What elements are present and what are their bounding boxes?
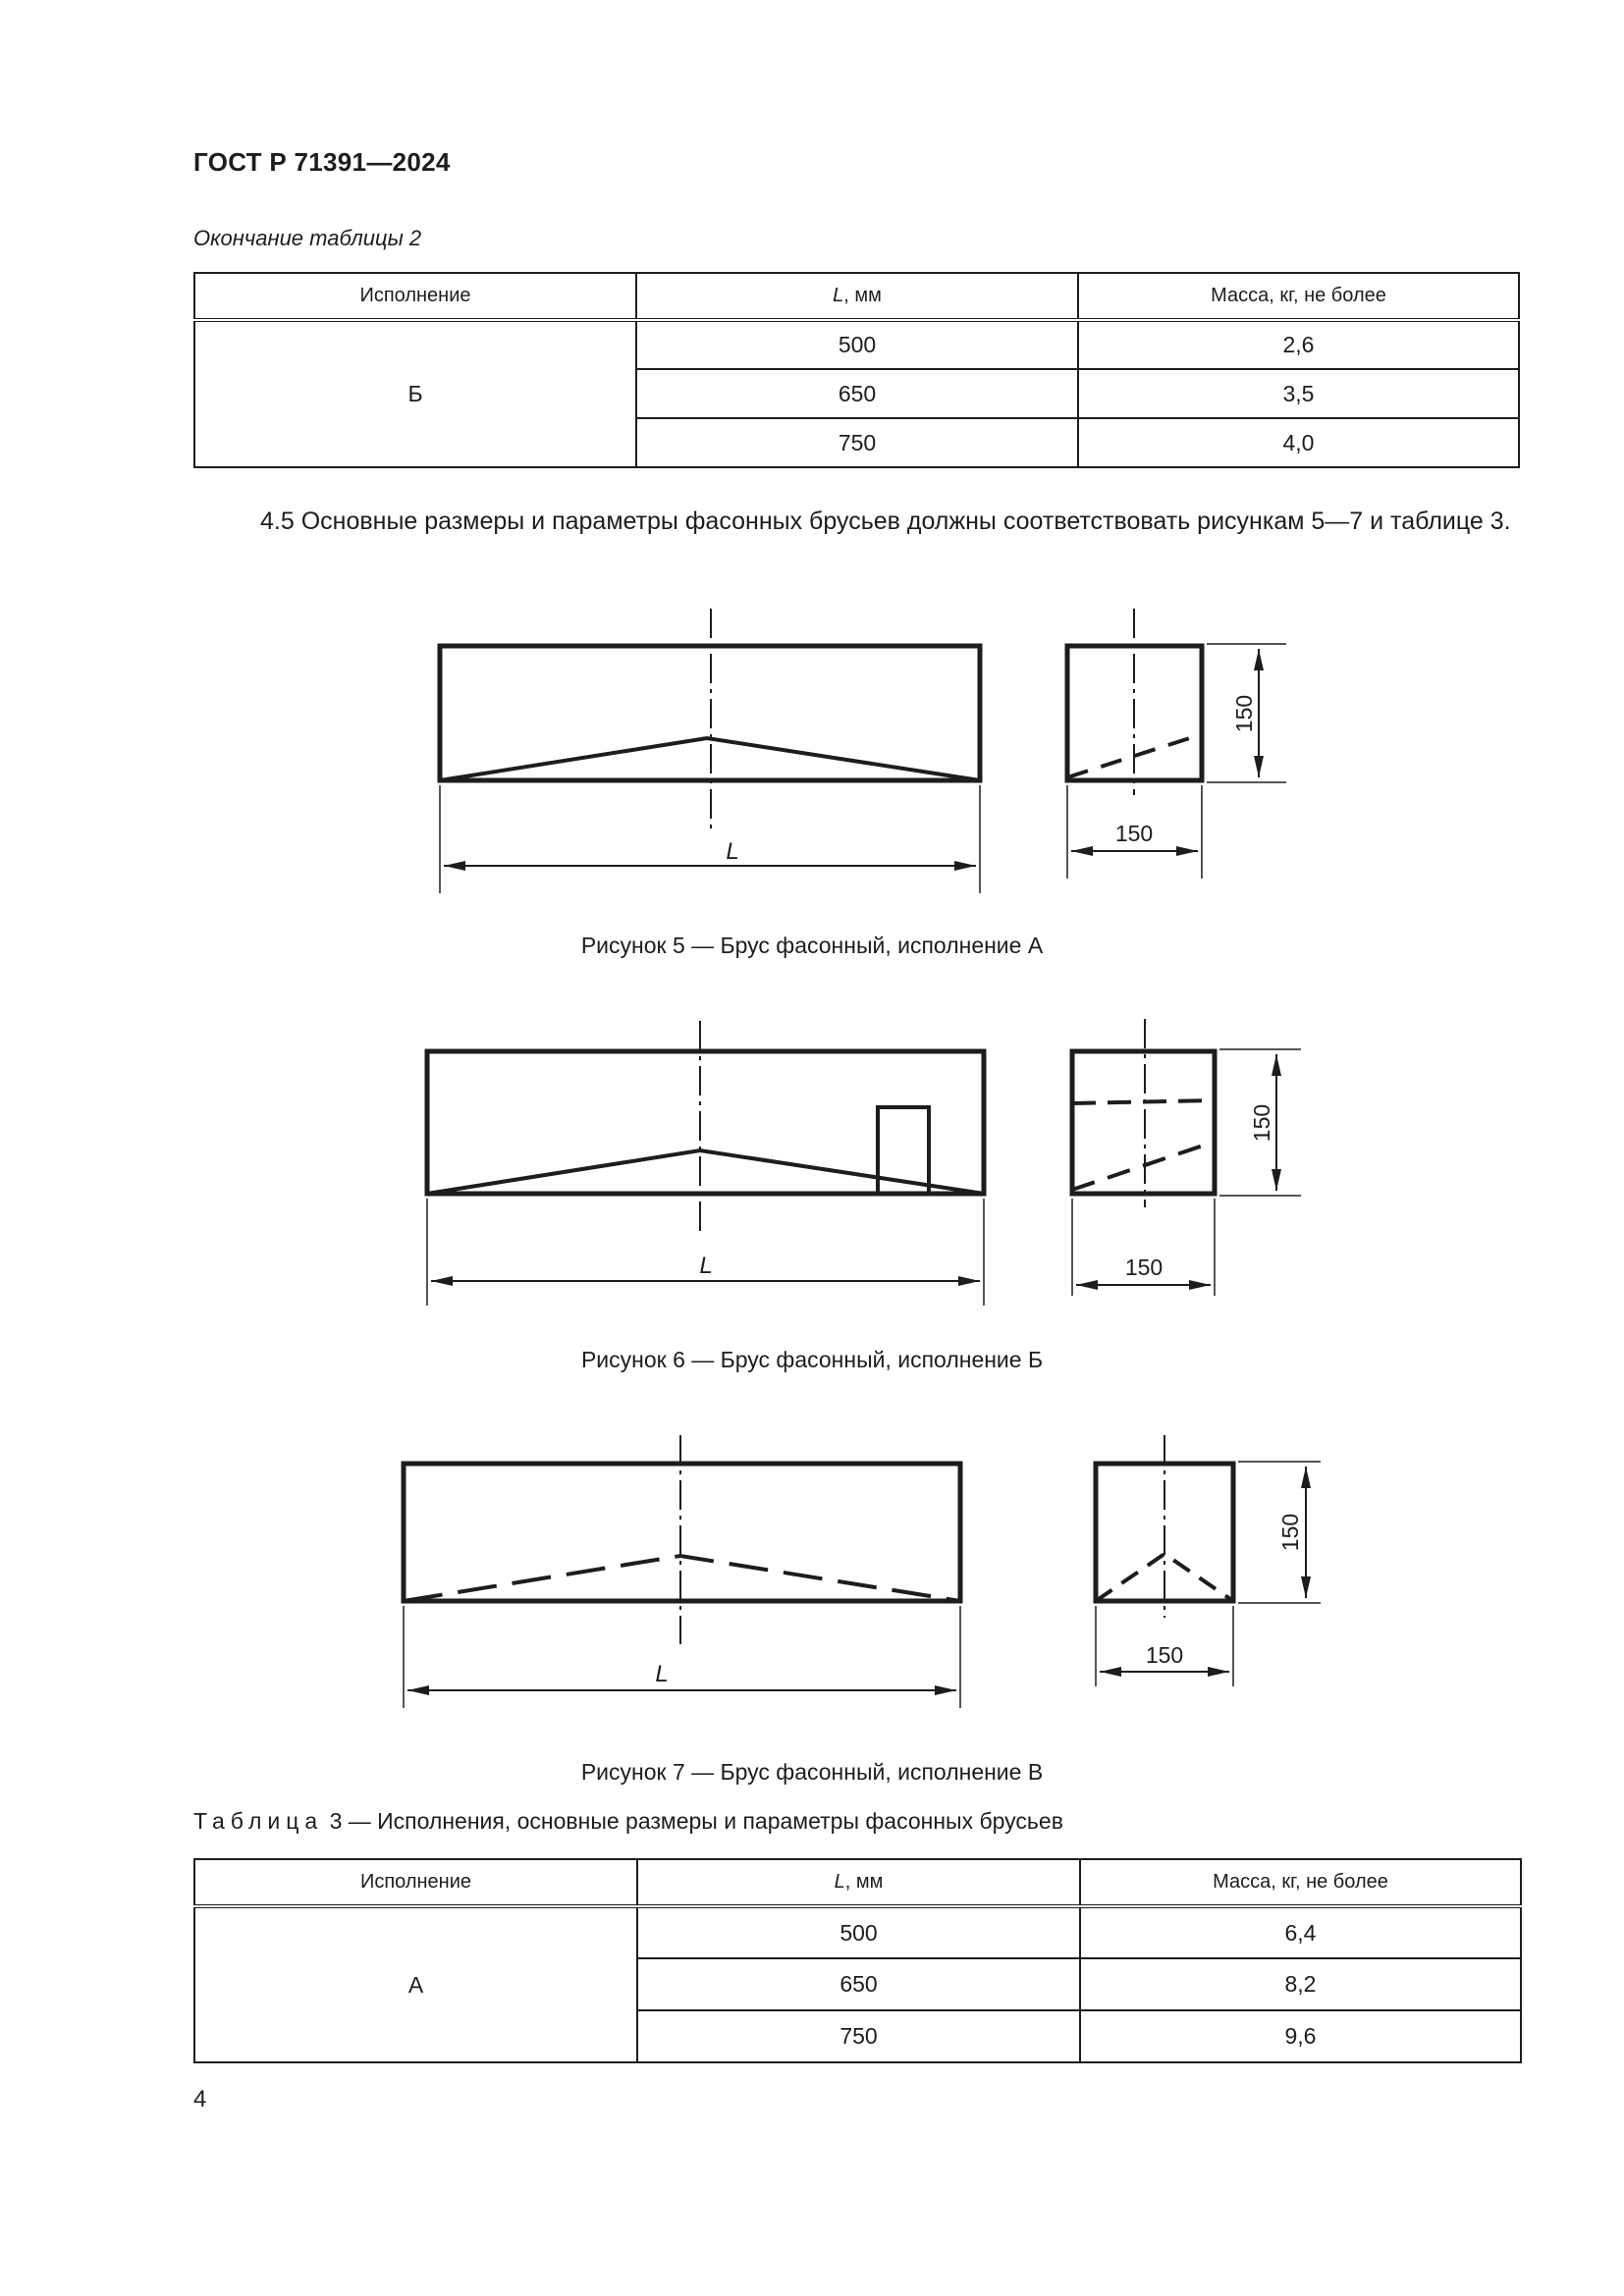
figure-5-caption: Рисунок 5 — Брус фасонный, исполнение А: [580, 933, 1044, 958]
length-cell: 750: [636, 418, 1078, 467]
table-2-end: [193, 272, 1520, 468]
slope-profile-line: [427, 1150, 984, 1194]
width-dimension-label: 150: [1114, 821, 1154, 846]
length-cell: 750: [637, 2010, 1080, 2062]
height-dimension-label: 150: [1249, 1103, 1274, 1143]
height-dimension-label: 150: [1231, 694, 1257, 733]
length-cell: 500: [636, 320, 1078, 369]
column-header-variant: Исполнение: [194, 1859, 637, 1906]
figure-7-drawing: [0, 1423, 1624, 1718]
variant-cell: Б: [194, 320, 636, 467]
figure-6-caption: Рисунок 6 — Брус фасонный, исполнение Б: [580, 1347, 1044, 1372]
mass-cell: 4,0: [1078, 418, 1519, 467]
length-cell: 650: [637, 1958, 1080, 2010]
column-header-mass: Масса, кг, не более: [1080, 1859, 1521, 1906]
column-header-mass: Масса, кг, не более: [1078, 273, 1519, 320]
document-header: ГОСТ Р 71391—2024: [193, 147, 451, 177]
beam-front-view: [427, 1051, 984, 1194]
page-number: 4: [193, 2086, 207, 2112]
column-header-length: L, мм: [637, 1859, 1080, 1906]
beam-side-view: [1072, 1051, 1215, 1194]
length-dimension-label: L: [699, 1253, 713, 1279]
mass-cell: 9,6: [1080, 2010, 1521, 2062]
width-dimension-label: 150: [1124, 1255, 1164, 1280]
figure-7-caption: Рисунок 7 — Брус фасонный, исполнение В: [580, 1759, 1044, 1785]
length-cell: 650: [636, 369, 1078, 418]
length-dimension-label: L: [726, 838, 739, 865]
paragraph-4-5: 4.5 Основные размеры и параметры фасонных брусьев должны соответствовать рисункам 5—7 и таблице 3.: [260, 507, 1511, 535]
column-header-length: L, мм: [636, 273, 1078, 320]
table-3-caption: Таблица 3 — Исполнения, основные размеры и параметры фасонных брусьев: [193, 1808, 1063, 1834]
mass-cell: 2,6: [1078, 320, 1519, 369]
beam-front-view: [404, 1464, 960, 1601]
column-header-variant: Исполнение: [194, 273, 636, 320]
length-dimension-label: L: [655, 1661, 669, 1687]
figure-5-drawing: [0, 589, 1624, 923]
width-dimension-label: 150: [1145, 1642, 1184, 1668]
hidden-groove-line: [1072, 1100, 1215, 1103]
mass-cell: 6,4: [1080, 1906, 1521, 1958]
hidden-slope-line: [404, 1556, 960, 1601]
variant-cell: А: [194, 1906, 637, 2062]
length-cell: 500: [637, 1906, 1080, 1958]
height-dimension-label: 150: [1277, 1513, 1303, 1552]
hidden-slope-line: [1072, 1142, 1215, 1190]
mass-cell: 3,5: [1078, 369, 1519, 418]
table2-continuation-caption: Окончание таблицы 2: [193, 226, 422, 250]
figure-6-drawing: [0, 1011, 1624, 1315]
mass-cell: 8,2: [1080, 1958, 1521, 2010]
table-3: [193, 1858, 1522, 2063]
